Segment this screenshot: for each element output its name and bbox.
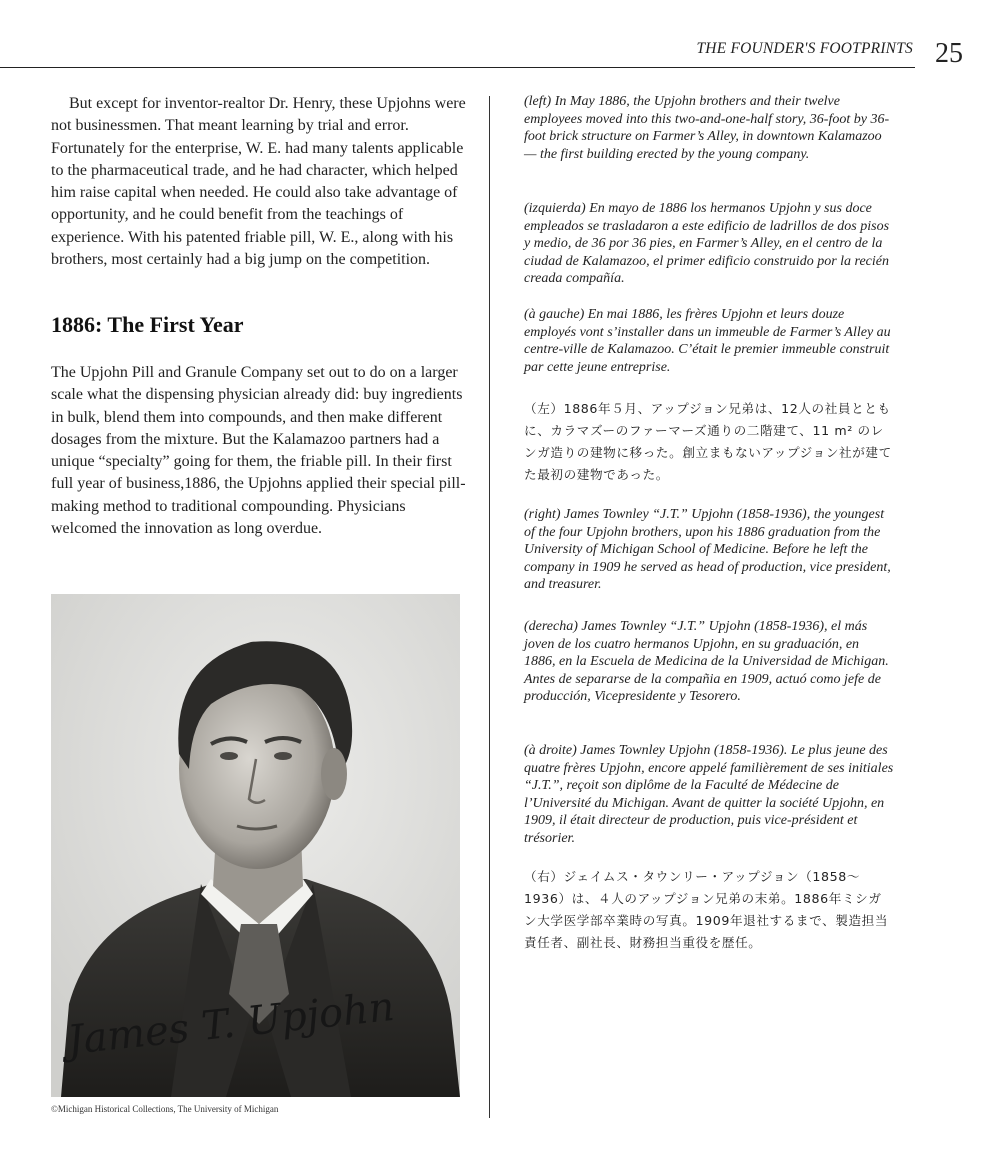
- running-header-title: THE FOUNDER'S FOOTPRINTS: [696, 40, 913, 57]
- photo-credit: ©Michigan Historical Collections, The University of Michigan: [51, 1104, 279, 1114]
- caption-left-spanish: (izquierda) En mayo de 1886 los hermanos Upjohn y sus doce empleados se trasladaron a este edificio de ladrillos de dos pisos y medio, de 36 por 36 pies, en Farmer’s Alley, en el centro de la ciudad de Kalamazoo, el primer edificio construido por la recién creada compañía.: [524, 201, 890, 287]
- caption-right-japanese: （右）ジェイムス・タウンリー・アップジョン（1858〜1936）は、４人のアップジョン兄弟の末弟。1886年ミシガン大学医学部卒業時の写真。1909年退社するまで、製造担当責任者、副社長、財務担当重役を歴任。: [524, 869, 889, 950]
- portrait-photograph: [51, 594, 460, 1097]
- caption-left-french: (à gauche) En mai 1886, les frères Upjohn et leurs douze employés vont s’installer dans un immeuble de Farmer’s Alley au centre-ville de Kalamazoo. C’était le premier immeuble construit par cette jeune entreprise.: [524, 307, 891, 375]
- column-divider: [489, 96, 490, 1118]
- caption-right-english: (right) James Townley “J.T.” Upjohn (1858-1936), the youngest of the four Upjohn brothers, upon his 1886 graduation from the University of Michigan School of Medicine. Before he left the company in 1909 he served as head of production, vice president, and treasurer.: [524, 507, 891, 593]
- caption-left-japanese: （左）1886年５月、アップジョン兄弟は、12人の社員とともに、カラマズーのファーマーズ通りの二階建て、11 m² のレンガ造りの建物に移った。創立まもないアップジョン社が建てた最初の建物であった。: [524, 401, 892, 482]
- body-paragraph-2: The Upjohn Pill and Granule Company set out to do on a larger scale what the dispensing physician already did: buy ingredients in bulk, blend them into compounds, and then make different dosages from the mixture. But the Kalamazoo partners had a unique “specialty” going for them, the friable pill. In their first full year of business,1886, the Upjohns applied their special pill-making method to traditional compounding. Physicians welcomed the innovation as long overdue.: [51, 364, 466, 538]
- body-paragraph-1: But except for inventor-realtor Dr. Henry, these Upjohns were not businessmen. That meant learning by trial and error. Fortunately for the enterprise, W. E. had many talents applicable to the pharmaceutical trade, and he had character, which helped him raise capital when needed. He could also take advantage of opportunity, and he could benefit from the teachings of experience. With his patented friable pill, W. E., along with his brothers, most certainly had a big jump on the competition.: [51, 95, 466, 269]
- page-number: 25: [935, 38, 963, 69]
- photo-signature: James T. Upjohn: [65, 983, 397, 1064]
- section-heading: 1886: The First Year: [51, 312, 244, 337]
- caption-left-english: (left) In May 1886, the Upjohn brothers and their twelve employees moved into this two-and-one-half story, 36-foot by 36-foot brick structure on Farmer’s Alley, in downtown Kalamazoo — the first building erected by the young company.: [524, 94, 890, 162]
- header-rule: [0, 67, 915, 68]
- caption-right-spanish: (derecha) James Townley “J.T.” Upjohn (1858-1936), el más joven de los cuatro hermanos Upjohn, en su graduación, en 1886, en la Escuela de Medicina de la Universidad de Michigan. Antes de separarse de la compañia en 1909, actuó como jefe de producción, Vicepresidente y Tesorero.: [524, 619, 889, 705]
- caption-right-french: (à droite) James Townley Upjohn (1858-1936). Le plus jeune des quatre frères Upjohn, encore appelé familièrement de ses initiales “J.T.”, reçoit son diplôme de la Faculté de Médecine de l’Université du Michigan. Avant de quitter la société Upjohn, en 1909, il était directeur de production, puis vice-président et trésorier.: [524, 743, 894, 846]
